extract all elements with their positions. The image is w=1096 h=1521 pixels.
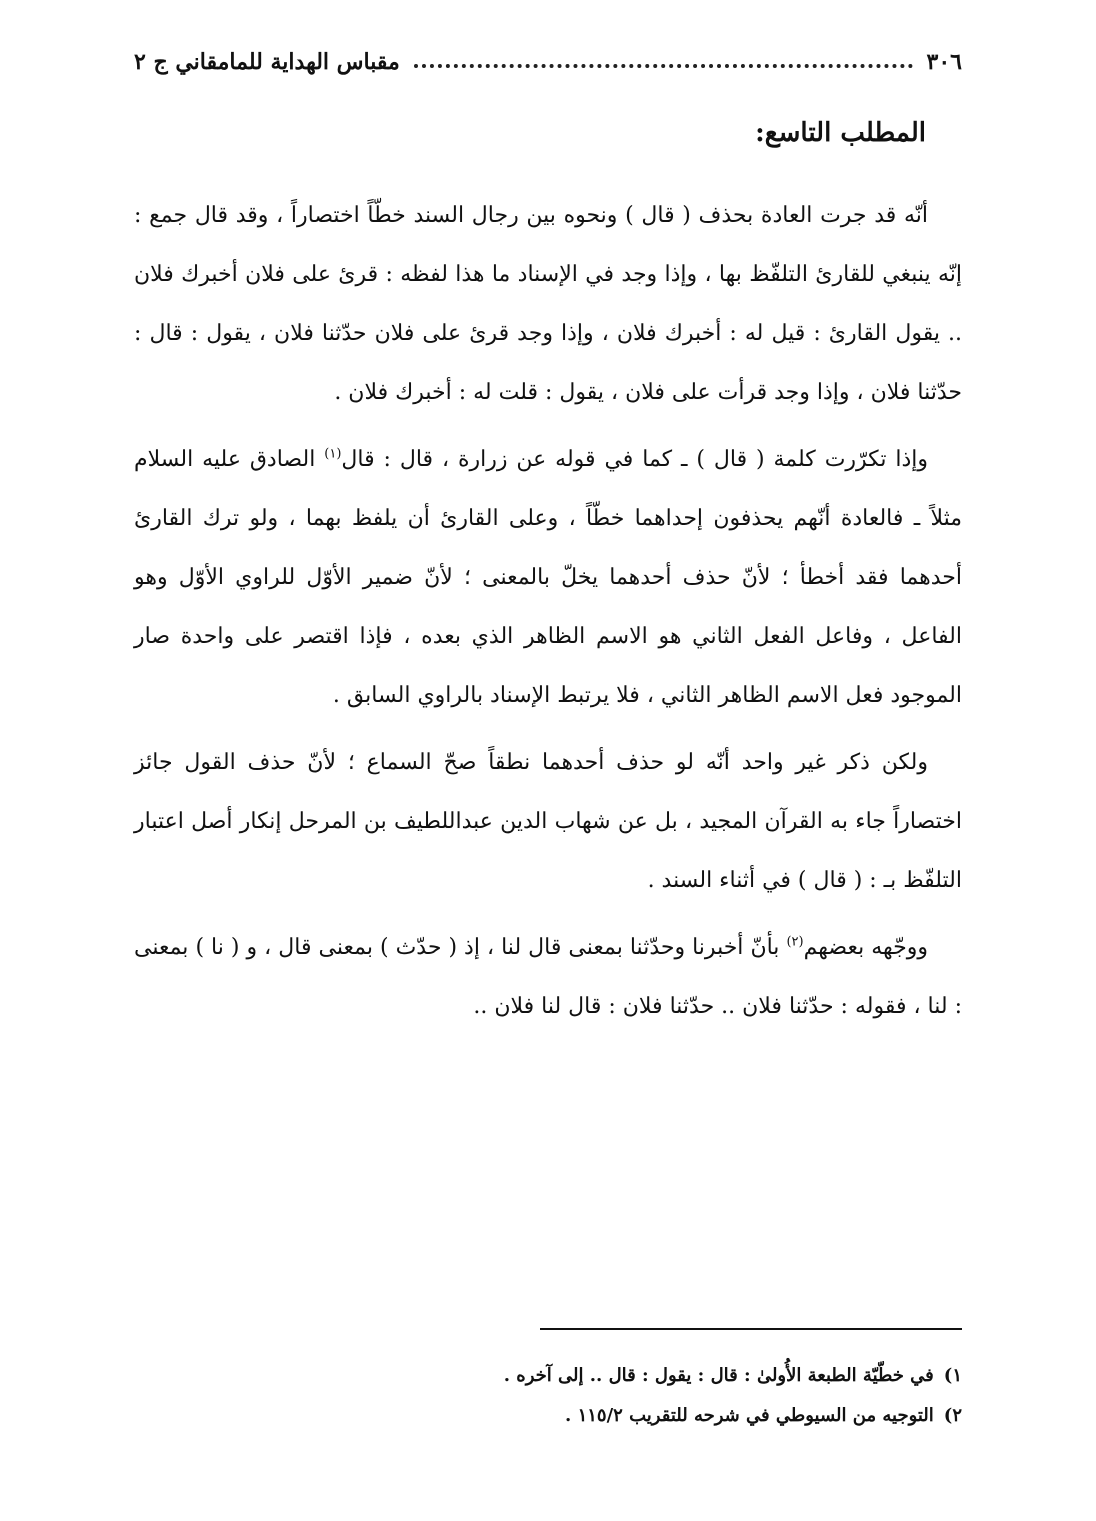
- footnote-2: [134, 1396, 962, 1436]
- footnote-number: ١): [943, 1365, 962, 1386]
- footnote-text: في خطّيّة الطبعة الأُولىٰ : قال : يقول : قال .. إلى آخره .: [503, 1365, 934, 1386]
- paragraph-3: [134, 733, 962, 910]
- page-number: ٣٠٦: [926, 49, 962, 75]
- paragraph-text: وإذا تكرّرت كلمة ( قال ) ـ كما في قوله عن زرارة ، قال : قال: [341, 447, 929, 472]
- dotted-leader: [414, 64, 913, 68]
- paragraph-text: أنّه قد جرت العادة بحذف ( قال ) ونحوه بين رجال السند خطّاً اختصاراً ، وقد قال جمع : إنّه ينبغي للقارئ التلفّظ بها ، وإذا وجد في الإسناد ما هذا لفظه : قرئ على فلان أخبرك فلان .. يقول القارئ : قيل له : أخبرك فلان ، وإذا وجد قرئ على فلان حدّثنا فلان ، يقول : قال : حدّثنا فلان ، وإذا وجد قرأت على فلان ، يقول : قلت له : أخبرك فلان .: [134, 203, 962, 405]
- paragraph-4: [134, 918, 962, 1036]
- section-heading: المطلب التاسع:: [755, 118, 926, 148]
- paragraph-text: بأنّ أخبرنا وحدّثنا بمعنى قال لنا ، إذ ( حدّث ) بمعنى قال ، و ( نا ) بمعنى : لنا ، فقوله : حدّثنا فلان .. حدّثنا فلان : قال لنا فلان ..: [134, 935, 962, 1019]
- running-header: [134, 44, 962, 80]
- paragraph-1: [134, 186, 962, 422]
- footnote-separator: [540, 1328, 962, 1330]
- paragraph-text: الصادق عليه السلام مثلاً ـ فالعادة أنّهم يحذفون إحداهما خطّاً ، وعلى القارئ أن يلفظ بهما ، ولو ترك القارئ أحدهما فقد أخطأ ؛ لأنّ حذف أحدهما يخلّ بالمعنى ؛ لأنّ ضمير الأوّل للراوي الأوّل وهو الفاعل ، وفاعل الفعل الثاني هو الاسم الظاهر الذي بعده ، فإذا اقتصر على واحدة صار الموجود فعل الاسم الظاهر الثاني ، فلا يرتبط الإسناد بالراوي السابق .: [134, 447, 962, 708]
- footnote-text: التوجيه من السيوطي في شرحه للتقريب ١١٥/٢ .: [565, 1405, 934, 1426]
- footnote-1: [134, 1356, 962, 1396]
- body-text: [134, 186, 962, 1044]
- footnote-ref-2[interactable]: (٢): [786, 934, 804, 950]
- paragraph-text: ولكن ذكر غير واحد أنّه لو حذف أحدهما نطقاً صحّ السماع ؛ لأنّ حذف القول جائز اختصاراً جاء به القرآن المجيد ، بل عن شهاب الدين عبداللطيف بن المرحل إنكار أصل اعتبار التلفّظ بـ : ( قال ) في أثناء السند .: [134, 750, 962, 893]
- footnote-ref-1[interactable]: (١): [324, 446, 342, 462]
- paragraph-2: [134, 430, 962, 725]
- footnotes: [134, 1356, 962, 1436]
- paragraph-text: ووجّهه بعضهم: [803, 935, 928, 960]
- footnote-number: ٢): [943, 1405, 962, 1426]
- running-title: مقباس الهداية للمامقاني ج ٢: [134, 49, 400, 75]
